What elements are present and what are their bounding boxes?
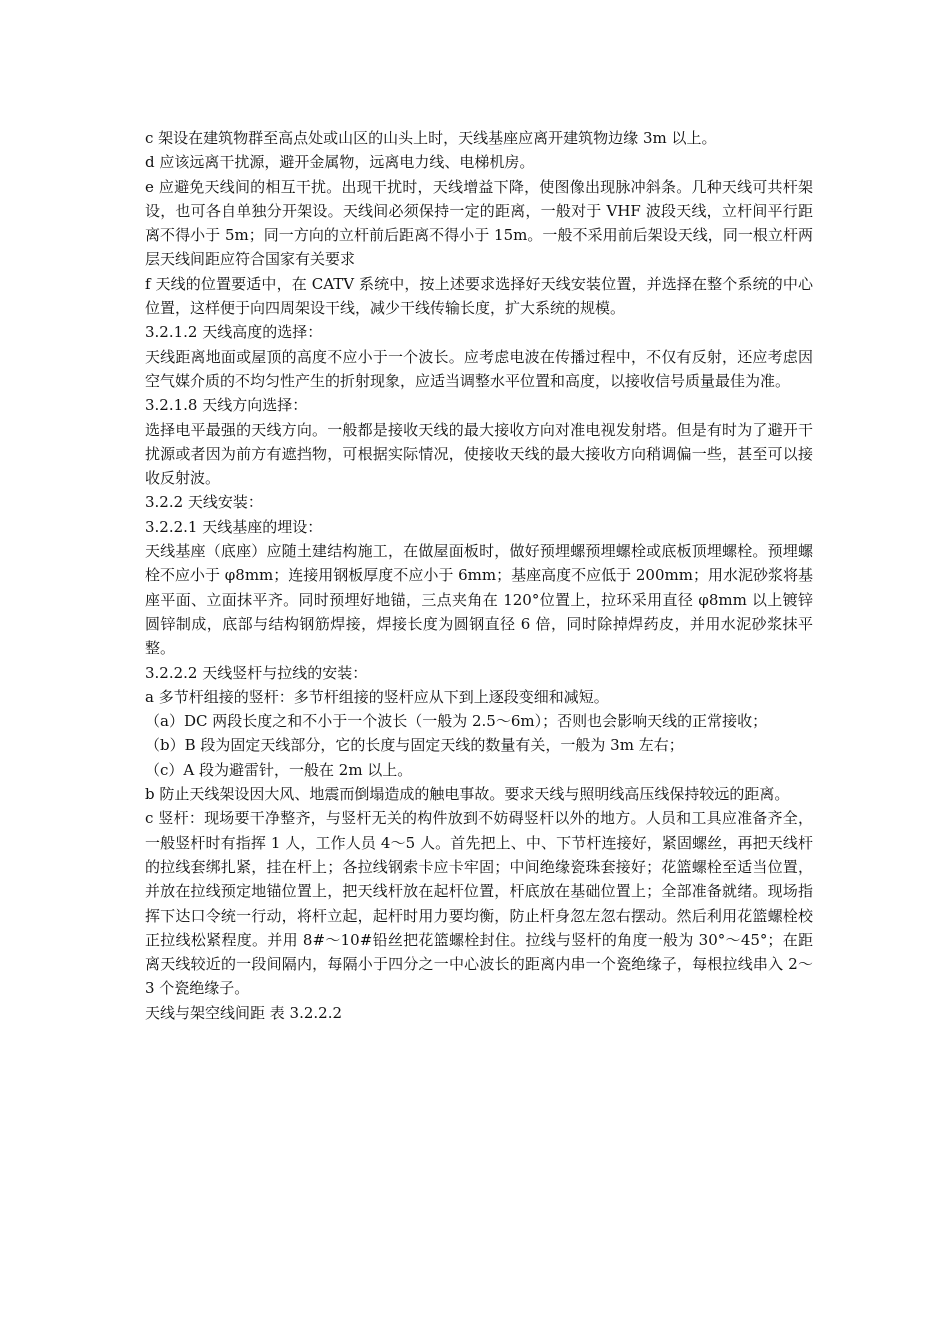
heading-3-2-1-8: 3.2.1.8 天线方向选择：	[145, 396, 308, 415]
list-item-c-lightning-rod: （c）A 段为避雷针，一般在 2m 以上。	[145, 760, 413, 779]
paragraph-c-pole-erection: c 竖杆：现场要干净整齐，与竖杆无关的构件放到不妨碍竖杆以外的地方。人员和工具应准备齐全，一般竖杆时有指挥 1 人，工作人员 4～5 人。首先把上、中、下节杆连接好，紧固螺丝，再把天线杆的拉线套绑扎紧，挂在杆上；各拉线钢索卡应卡牢固；中间绝缘瓷珠套接好；花篮螺栓至适当位置，并放在拉线预定地锚位置上，把天线杆放在起杆位置，杆底放在基础位置上；全部准备就绪。现场指挥下达口令统一行动，将杆立起，起杆时用力要均衡，防止杆身忽左忽右摆动。然后利用花篮螺栓校正拉线松紧程度。并用 8#～10#铅丝把花篮螺栓封住。拉线与竖杆的角度一般为 30°～45°；在距离天线较近的一段间隔内，每隔小于四分之一中心波长的距离内串一个瓷绝缘子，每根拉线串入 2～3 个瓷绝缘子。	[145, 809, 813, 998]
heading-3-2-1-2: 3.2.1.2 天线高度的选择：	[145, 323, 323, 342]
list-item-b-section: （b）B 段为固定天线部分，它的长度与固定天线的数量有关，一般为 3m 左右；	[145, 736, 684, 755]
paragraph-antenna-direction: 选择电平最强的天线方向。一般都是接收天线的最大接收方向对准电视发射塔。但是有时为了避开干扰源或者因为前方有遮挡物，可根据实际情况，使接收天线的最大接收方向稍调偏一些，甚至可以接收反射波。	[145, 420, 813, 488]
paragraph-a-multi-section-pole: a 多节杆组接的竖杆：多节杆组接的竖杆应从下到上逐段变细和减短。	[145, 687, 609, 706]
paragraph-antenna-height: 天线距离地面或屋顶的高度不应小于一个波长。应考虑电波在传播过程中，不仅有反射，还应考虑因空气媒介质的不均匀性产生的折射现象，应适当调整水平位置和高度，以接收信号质量最佳为准。	[145, 347, 813, 390]
table-caption-3-2-2-2: 天线与架空线间距 表 3.2.2.2	[145, 1003, 343, 1022]
heading-3-2-2-1: 3.2.2.1 天线基座的埋设：	[145, 517, 323, 536]
paragraph-antenna-base-embedding: 天线基座（底座）应随土建结构施工，在做屋面板时，做好预埋螺预埋螺栓或底板顶埋螺栓。预埋螺栓不应小于 φ8mm；连接用钢板厚度不应小于 6mm；基座高度不应低于 200mm；用水泥砂浆将基座平面、立面抹平齐。同时预埋好地锚，三点夹角在 120°位置上，拉环采用直径 φ8mm 以上镀锌圆锌制成，底部与结构钢筋焊接，焊接长度为圆钢直径 6 倍，同时除掉焊药皮，并用水泥砂浆抹平整。	[145, 542, 813, 658]
paragraph-c-antenna-base-edge: c 架设在建筑物群至高点处或山区的山头上时，天线基座应离开建筑物边缘 3m 以上。	[145, 129, 717, 147]
paragraph-b-prevent-collapse: b 防止天线架设因大风、地震而倒塌造成的触电事故。要求天线与照明线高压线保持较远的距离。	[145, 785, 790, 804]
document-body	[145, 126, 813, 1025]
list-item-a-dc-sections: （a）DC 两段长度之和不小于一个波长（一般为 2.5～6m）；否则也会影响天线的正常接收；	[145, 712, 768, 731]
paragraph-e-mutual-interference: e 应避免天线间的相互干扰。出现干扰时，天线增益下降，使图像出现脉冲斜条。几种天线可共杆架设，也可各自单独分开架设。天线间必须保持一定的距离，一般对于 VHF 波段天线，立杆间平行距离不得小于 5m；同一方向的立杆前后距离不得小于 15m。一般不采用前后架设天线，同一根立杆两层天线间距应符合国家有关要求	[145, 177, 813, 269]
heading-3-2-2: 3.2.2 天线安装：	[145, 493, 263, 512]
paragraph-d-avoid-interference-sources: d 应该远离干扰源，避开金属物，远离电力线、电梯机房。	[145, 153, 535, 172]
heading-3-2-2-2: 3.2.2.2 天线竖杆与拉线的安装：	[145, 663, 368, 682]
paragraph-f-antenna-position: f 天线的位置要适中，在 CATV 系统中，按上述要求选择好天线安装位置，并选择在整个系统的中心位置，这样便于向四周架设干线，减少干线传输长度，扩大系统的规模。	[145, 274, 813, 318]
